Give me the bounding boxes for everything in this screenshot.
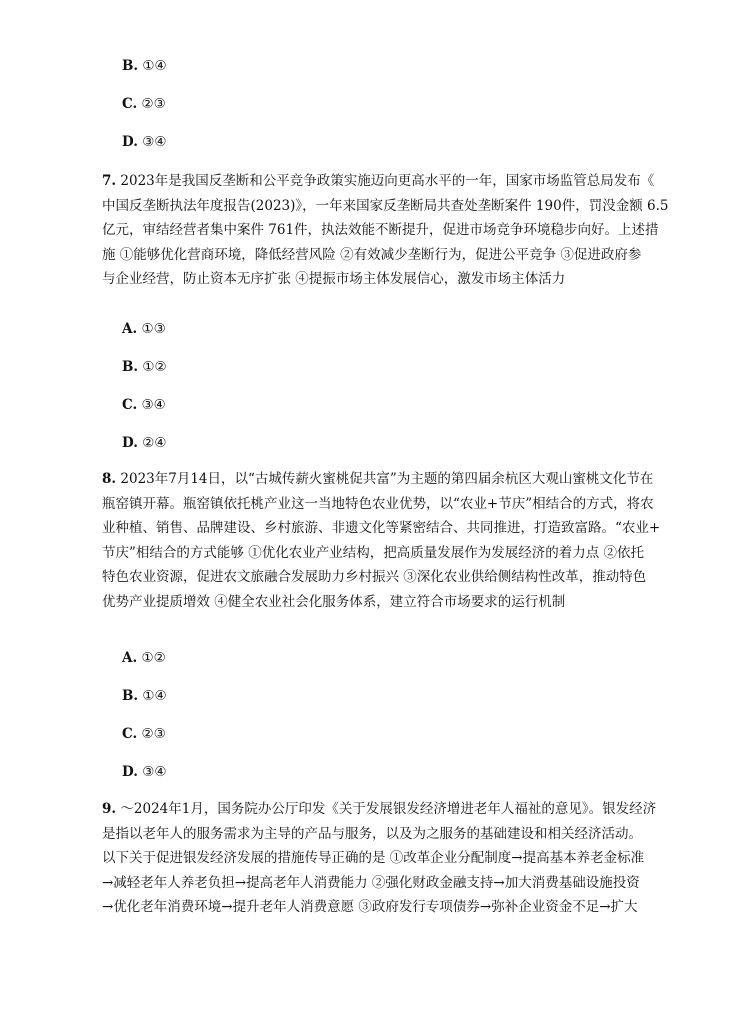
question-line: 与企业经营，防止资本无序扩张 ④提振市场主体发展信心，激发市场主体活力 — [102, 271, 566, 287]
q8-option-d — [122, 763, 166, 781]
q7-option-b — [122, 358, 167, 376]
question-number: 9. — [102, 801, 117, 817]
question-number: 8. — [102, 471, 117, 487]
option-letter: B. — [122, 359, 139, 375]
q7-option-a — [122, 320, 166, 338]
option-text: ②④ — [142, 435, 167, 451]
q7-option-c — [122, 396, 166, 414]
question-line: 特色农业资源，促进农文旅融合发展助力乡村振兴 ③深化农业供给侧结构性改革，推动特色 — [102, 569, 647, 585]
question-line: 中国反垄断执法年度报告(2023)》，一年来国家反垄断局共查处垄断案件 190件，罚没金额 6.5 — [102, 197, 669, 214]
prev-option-b — [122, 57, 167, 75]
q7-option-d — [122, 434, 166, 452]
question-line: 以下关于促进银发经济发展的措施传导正确的是 ①改革企业分配制度→提高基本养老金标准 — [102, 850, 645, 866]
option-text: ①④ — [142, 688, 167, 704]
option-letter: B. — [122, 688, 139, 704]
option-letter: C. — [122, 397, 138, 413]
option-letter: B. — [122, 58, 139, 74]
option-letter: A. — [122, 321, 138, 337]
option-text: ③④ — [141, 397, 166, 413]
option-letter: A. — [122, 650, 138, 666]
question-line: 瓶窑镇开幕。瓶窑镇依托桃产业这一当地特色农业优势，以“农业+节庆”相结合的方式，将农 — [102, 495, 654, 512]
option-text: ①② — [141, 650, 166, 666]
question-line: 施 ①能够优化营商环境，降低经营风险 ②有效减少垄断行为，促进公平竞争 ③促进政府参 — [102, 246, 642, 263]
q8-option-c — [122, 725, 166, 743]
option-text: ③④ — [142, 764, 167, 780]
prev-option-c — [122, 95, 166, 113]
question-line — [102, 169, 682, 194]
question-line: 是指以老年人的服务需求为主导的产品与服务，以及为之服务的基础建设和相关经济活动。 — [102, 825, 642, 842]
option-text: ①④ — [142, 58, 167, 74]
question-line — [102, 797, 682, 822]
option-letter: C. — [122, 726, 138, 742]
option-text: ①② — [142, 359, 167, 375]
option-text: ②③ — [141, 726, 166, 742]
question-8-stem — [102, 467, 682, 614]
question-text: ～2024年1月，国务院办公厅印发《关于发展银发经济增进老年人福祉的意见》。银发经济 — [120, 801, 657, 817]
question-text: 2023年是我国反垄断和公平竞争政策实施迈向更高水平的一年，国家市场监管总局发布《 — [120, 173, 655, 189]
option-text: ①③ — [141, 321, 166, 337]
question-number: 7. — [102, 173, 117, 189]
option-letter: D. — [122, 435, 138, 451]
question-line: →减轻老年人养老负担→提高老年人消费能力 ②强化财政金融支持→加大消费基础设施投资 — [102, 874, 640, 891]
option-text: ③④ — [142, 134, 167, 150]
question-7-stem — [102, 169, 682, 292]
question-line: →优化老年消费环境→提升老年人消费意愿 ③政府发行专项债券→弥补企业资金不足→扩大 — [102, 899, 638, 915]
question-line: 业种植、销售、品牌建设、乡村旅游、非遗文化等紧密结合、共同推进，打造致富路。“农业+ — [102, 520, 661, 536]
option-letter: C. — [122, 96, 138, 112]
question-line: 亿元，审结经营者集中案件 761件，执法效能不断提升，促进市场竞争环境稳步向好。上述措 — [102, 222, 659, 238]
option-text: ②③ — [141, 96, 166, 112]
question-line: 节庆”相结合的方式能够 ①优化农业产业结构，把高质量发展作为发展经济的着力点 ②依托 — [102, 544, 644, 561]
option-letter: D. — [122, 764, 138, 780]
question-line — [102, 467, 682, 492]
option-letter: D. — [122, 134, 138, 150]
question-9-stem — [102, 797, 682, 920]
q8-option-a — [122, 649, 166, 667]
prev-option-d — [122, 133, 166, 151]
question-text: 2023年7月14日，以“古城传薪火蜜桃促共富”为主题的第四届余杭区大观山蜜桃文化节在 — [120, 471, 654, 487]
q8-option-b — [122, 687, 167, 705]
question-line: 优势产业提质增效 ④健全农业社会化服务体系，建立符合市场要求的运行机制 — [102, 593, 566, 610]
